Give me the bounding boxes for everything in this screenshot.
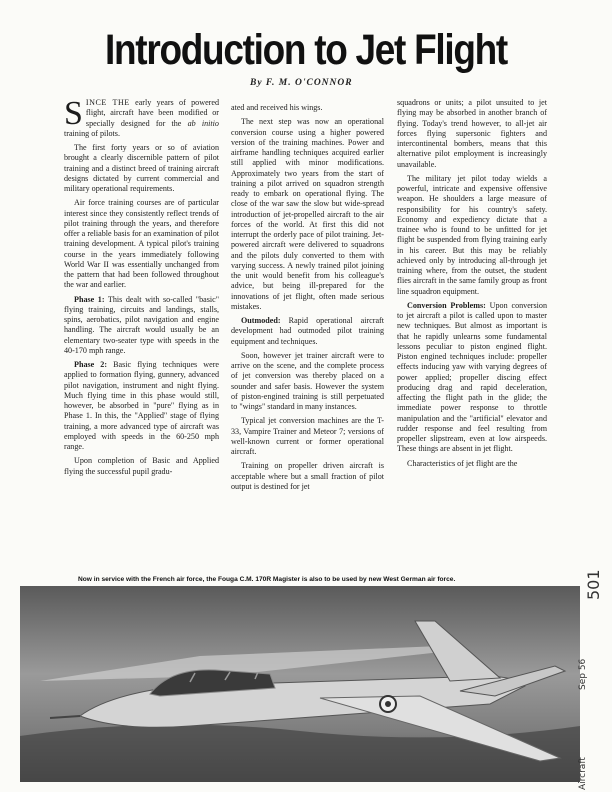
paragraph: Soon, however jet trainer aircraft were to arrive on the scene, and the complete process of jet conversion was thereby placed on a sounder and safer basis. However the system of piston-engined training is still perpetuated to "wings" standard in many instances.: [231, 350, 384, 411]
column-1: [64, 95, 220, 481]
handwritten-page-number: 501: [584, 569, 603, 600]
paragraph: Phase 1: This dealt with so-called "basic" flying training, circuits and landings, stalls, spins, aerobatics, pilot navigation and engine handling. The aircraft would usually be an elementary two-seater type with speeds in the 40-170 mph range.: [64, 294, 219, 355]
paragraph: Training on propeller driven aircraft is acceptable where but a small fraction of pilot output is destined for jet: [231, 461, 384, 491]
paragraph: The military jet pilot today wields a powerful, intricate and expensive offensive weapon. He shoulders a large measure of responsibility for his country's safety. Economy and expediency dictate that a trainee who is found to be unfitted for jet flight be suspended from flying training early in his career. But this may be reliably achieved only by introducing all-through jet training where, from the outset, the student flies aircraft in the same family group as front line squadron equipment.: [397, 173, 547, 296]
paragraph: Upon completion of Basic and Applied flying the successful pupil gradu-: [64, 456, 219, 476]
paragraph: Typical jet conversion machines are the T-33, Vampire Trainer and Meteor 7; versions of well-known current or former operational aircraft.: [231, 416, 384, 456]
paragraph: SINCE THE early years of powered flight, aircraft have been modified or specially designed for the ab initio training of pilots.: [64, 95, 219, 138]
drop-cap: S: [64, 95, 83, 132]
handwritten-source: Aircraft: [578, 757, 588, 790]
handwritten-date: Sep 56: [578, 658, 588, 690]
aircraft-photo: [20, 586, 580, 782]
photo-caption: Now in service with the French air force, the Fouga C.M. 170R Magister is also to be used by new West German air force.: [78, 576, 456, 583]
paragraph: Outmoded: Rapid operational aircraft development had outmoded pilot training equipment and techniques.: [231, 316, 384, 346]
paragraph: Conversion Problems: Upon conversion to jet aircraft a pilot is called upon to master new techniques. But almost as important is that he rapidly unlearns some fundamental lessons peculiar to piston engined flight. Piston engined techniques include: propeller effects inducing yaw with varying degrees of power applied; propeller discing effect producing drag and rapid deceleration, affecting the flight path in the glide; the immediate power response to throttle manipulation and the "artificial" elevator and rudder response and feel resulting from propeller slipstream, even at low airspeeds. These things are absent in jet flight.: [397, 300, 547, 454]
paragraph: squadrons or units; a pilot unsuited to jet flying may be absorbed in another branch of flying. Today's trend however, to all-jet air forces flying supersonic fighters and intercontinental bombers, means that this alternative pilot employment is increasingly unavailable.: [397, 98, 547, 169]
column-2: [231, 103, 384, 496]
paragraph: Air force training courses are of particular interest since they consistently reflect trends of pilot training through the years, and therefore offer a reliable basis for an examination of pilot training development. A typical pilot's training course in the years immediately following World War II was essentially unchanged from the pattern that had been followed throughout the war and earlier.: [64, 198, 219, 290]
column-3: [397, 98, 547, 473]
article-title: Introduction to Jet Flight: [105, 26, 507, 74]
article-byline: By F. M. O'CONNOR: [250, 78, 353, 88]
paragraph: Characteristics of jet flight are the: [407, 458, 518, 468]
paragraph: ated and received his wings.: [231, 103, 323, 112]
roundel-center: [385, 701, 391, 707]
paragraph: Phase 2: Basic flying techniques were applied to formation flying, gunnery, advanced pilot navigation, instrument and night flying. Much flying time in this phase would still, however, be absorbed in "pure" flying as in Phase 1. In this, the "Applied" stage of flying training, a more advanced type of aircraft was employed with speeds in the 60-250 mph range.: [64, 360, 220, 451]
paragraph: The first forty years or so of aviation brought a clearly discernible pattern of pilot training and a distinct breed of training aircraft designs dictated by current commercial and military operational requirements.: [64, 143, 219, 193]
paragraph: The next step was now an operational conversion course using a higher powered version of the training machines. Power and airframe handling techniques acquired earlier still applied with minor modifications. Approximately two years from the start of training a pilot arrived on squadron strength ready to embark on operational flying. The close of the war saw the slow but wide-spread introduction of jet-propelled aircraft to the air forces of the world. At first this did not interrupt the orderly pace of pilot training. Jet-powered aircraft were delivered to squadrons and the pilots duly converted to them with varying success. A newly trained pilot joining the unit would benefit from his colleague's advice, but being ill-prepared for the innovations of jet flight, often made serious mistakes.: [231, 117, 384, 311]
